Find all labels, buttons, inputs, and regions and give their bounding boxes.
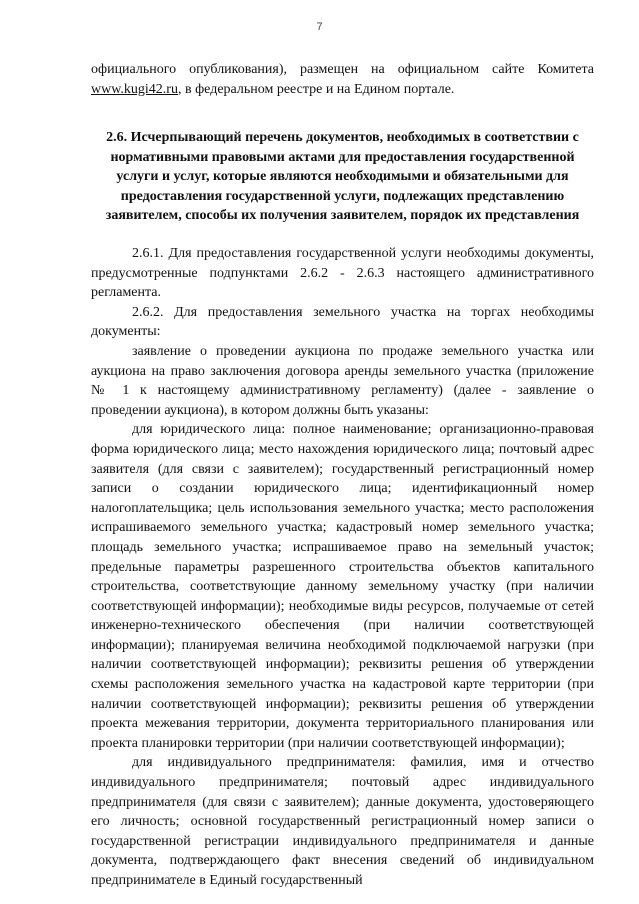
intro-paragraph: [91, 60, 594, 99]
paragraph-individual-entrepreneur: для индивидуального предпринимателя: фамилия, имя и отчество индивидуального предпринимателя; почтовый адрес индивидуального предпринимателя (для связи с заявителем); данные документа, удостоверяющего его личность; основной государственный регистрационный номер записи о государственной регистрации индивидуального предпринимателя и данные документа, подтверждающего факт внесения сведений об индивидуальном предпринимателе в Единый государственный: [91, 755, 594, 888]
paragraph-legal-entity: для юридического лица: полное наименование; организационно-правовая форма юридического лица; место нахождения юридического лица; почтовый адрес заявителя (для связи с заявителем); государственный регистрационный номер записи о создании юридического лица; идентификационный номер налогоплательщика; цель использования земельного участка; место расположения испрашиваемого земельного участка; кадастровый номер земельного участка; площадь земельного участка; испрашиваемое право на земельный участок; предельные параметры разрешенного строительства объектов капитального строительства, соответствующие данному земельному участку (при наличии соответствующей информации); необходимые виды ресурсов, получаемые от сетей инженерно-технического обеспечения (при наличии соответствующей информации); планируемая величина необходимой подключаемой нагрузки (при наличии соответствующей информации); реквизиты решения об утверждении схемы расположения земельного участка на кадастровой карте территории (при наличии соответствующей информации); реквизиты решения об утверждении проекта межевания территории, документа территориального планирования или проекта планировки территории (при наличии соответствующей информации);: [91, 422, 594, 751]
kugi-website-link[interactable]: www.kugi42.ru: [91, 81, 178, 97]
paragraph-2-6-1: 2.6.1. Для предоставления государственной услуги необходимы документы, предусмотренные подпунктами 2.6.2 - 2.6.3 настоящего административного регламента.: [91, 246, 594, 301]
section-heading: 2.6. Исчерпывающий перечень документов, необходимых в соответствии с нормативными правовыми актами для предоставления государственной услуги и услуг, которые являются необходимыми и обязательными для предоставления государственной услуги, подлежащих представлению заявителем, способы их получения заявителем, порядок их представления: [105, 130, 580, 223]
intro-text-before-link: официального опубликования), размещен на официальном сайте Комитета: [91, 62, 594, 77]
page-number: 7: [316, 21, 323, 33]
intro-text-after-link: , в федеральном реестре и на Едином портале.: [177, 81, 455, 97]
section-body: [91, 244, 594, 891]
paragraph-2-6-2: 2.6.2. Для предоставления земельного участка на торгах необходимы документы:: [91, 304, 594, 340]
paragraph-auction-application: заявление о проведении аукциона по продаже земельного участка или аукциона на право заключения договора аренды земельного участка (приложение № 1 к настоящему административному регламенту) (далее - заявление о проведении аукциона), в котором должны быть указаны:: [91, 343, 594, 418]
